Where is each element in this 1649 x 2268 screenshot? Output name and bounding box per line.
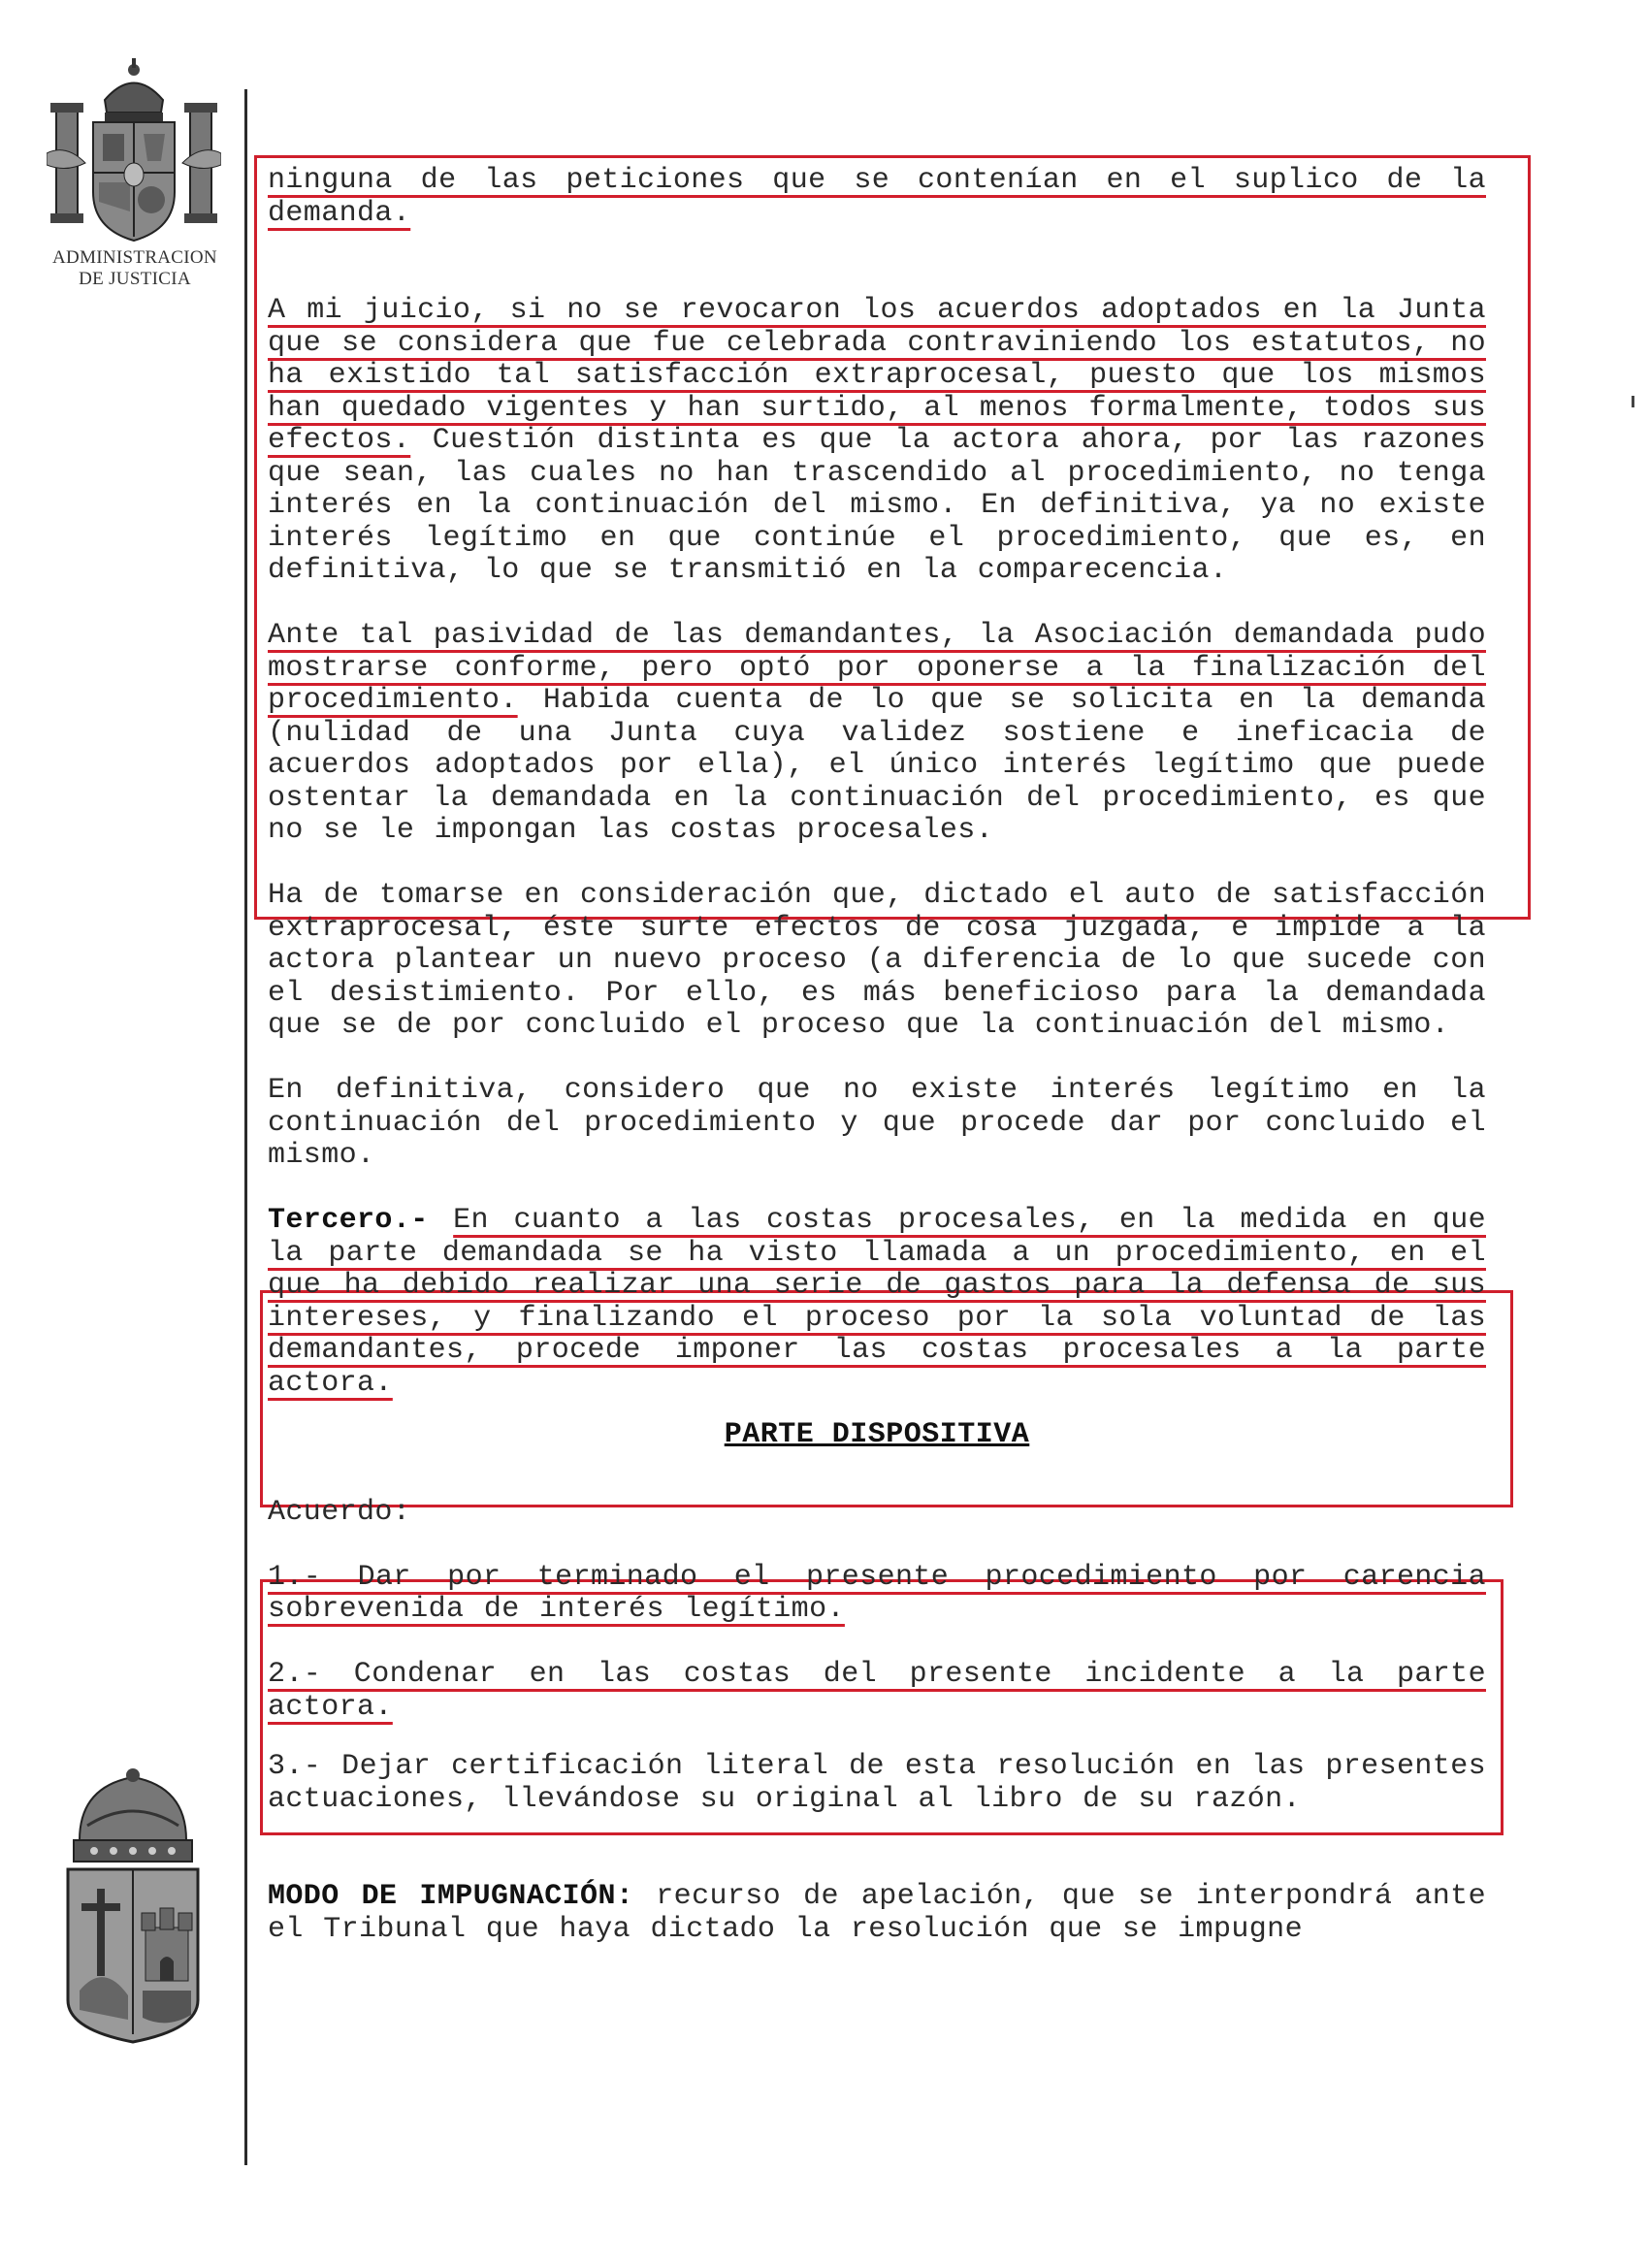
ruling-item-2 bbox=[268, 1659, 1486, 1724]
tercero-label: Tercero.- bbox=[268, 1204, 429, 1237]
paragraph-text: recurso de apelación, que se interpondrá ante el Tribunal que haya dictado la resolución que se impugne bbox=[268, 1880, 1486, 1946]
admin-line-2: DE JUSTICIA bbox=[79, 269, 191, 289]
margin-rule bbox=[244, 89, 247, 2165]
ruling-item-1 bbox=[268, 1562, 1486, 1627]
underlined-text: 2.- Condenar en las costas del presente incidente a la parte actora. bbox=[268, 1658, 1486, 1724]
underlined-text: Ante tal pasividad de las demandantes, la Asociación demandada pudo mostrarse conforme, pero optó por oponerse a la finalización del procedimiento. bbox=[268, 619, 1486, 717]
underlined-text: A mi juicio, si no se revocaron los acuerdos adoptados en la Junta que se considera que fue celebrada contraviniendo los estatutos, no ha existido tal satisfacción extraprocesal, puesto que los mismos han quedado vigentes y han surtido, al menos formalmente, todos sus efectos. bbox=[268, 294, 1486, 457]
paragraph-text: Habida cuenta de lo que se solicita en la demanda (nulidad de una Junta cuya validez sostiene e ineficacia de acuerdos adoptados por ella), el único interés legítimo que puede ostentar la demandada en la continuación del procedimiento, es que no se le impongan las costas procesales. bbox=[268, 684, 1486, 847]
underlined-text: En cuanto a las costas procesales, en la medida en que la parte demandada se ha visto llamada a un procedimiento, en el que ha debido realizar una serie de gastos para la defensa de sus intereses, y finalizando el proceso por la sola voluntad de las demandantes, procede imponer las costas procesales a la parte actora. bbox=[268, 1204, 1486, 1400]
underlined-text: 1.- Dar por terminado el presente procedimiento por carencia sobrevenida de interés legítimo. bbox=[268, 1560, 1486, 1626]
paragraph-text: Cuestión distinta es que la actora ahora, por las razones que sean, las cuales no han trascendido al procedimiento, no tenga interés en la continuación del mismo. En definitiva, ya no existe interés legítimo en que continúe el procedimiento, que es, en definitiva, lo que se transmitió en la comparecencia. bbox=[268, 424, 1486, 587]
la-rioja-coat-of-arms-icon bbox=[60, 1767, 206, 2044]
paragraph-3 bbox=[268, 620, 1486, 848]
impugnacion-paragraph bbox=[268, 1881, 1486, 1946]
issuer-label bbox=[19, 247, 250, 290]
acuerdo-label: Acuerdo: bbox=[268, 1495, 411, 1529]
section-title: PARTE DISPOSITIVA bbox=[724, 1418, 1030, 1451]
paragraph-tercero bbox=[268, 1205, 1486, 1400]
paragraph-4: Ha de tomarse en consideración que, dictado el auto de satisfacción extraprocesal, éste surte efectos de cosa juzgada, e impide a la actora plantear un nuevo proceso (a diferencia de lo que sucede con el desistimiento. Por ello, es más beneficioso para la demandada que se de por concluido el proceso que la continuación del mismo. bbox=[268, 879, 1486, 1042]
paragraph-5: En definitiva, considero que no existe interés legítimo en la continuación del procedimiento y que procede dar por concluido el mismo. bbox=[268, 1074, 1486, 1172]
scan-mark bbox=[1632, 396, 1634, 407]
paragraph-2 bbox=[268, 295, 1486, 588]
paragraph-1 bbox=[268, 165, 1486, 230]
document-body bbox=[268, 165, 1486, 1946]
admin-line-1: ADMINISTRACION bbox=[52, 247, 217, 268]
impugnacion-label: MODO DE IMPUGNACIÓN: bbox=[268, 1880, 634, 1913]
sidebar bbox=[0, 0, 247, 2268]
underlined-text: ninguna de las peticiones que se contenían en el suplico de la demanda. bbox=[268, 164, 1486, 230]
spain-coat-of-arms-icon bbox=[47, 56, 221, 250]
ruling-item-3: 3.- Dejar certificación literal de esta resolución en las presentes actuaciones, llevándose su original al libro de su razón. bbox=[268, 1750, 1486, 1816]
